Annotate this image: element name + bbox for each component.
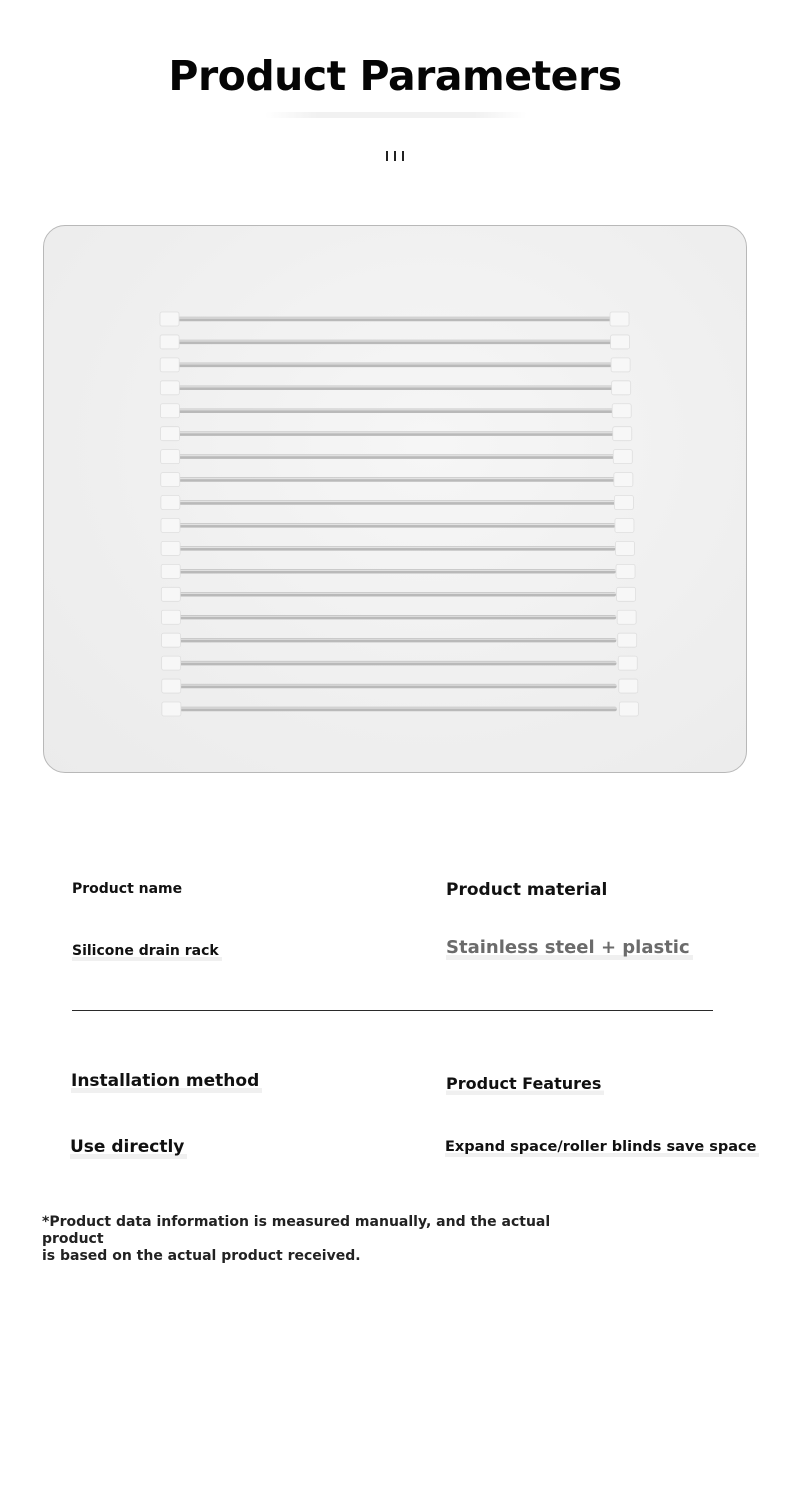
rack-bar — [161, 518, 634, 532]
rack-bar — [162, 633, 637, 647]
rack-bar — [161, 587, 635, 601]
product-name-value-text: Silicone drain rack — [72, 943, 222, 961]
disclaimer-line-1: *Product data information is measured manually, and the actual product — [42, 1214, 551, 1247]
rack-bar — [161, 564, 635, 578]
product-material-value-text: Stainless steel + plastic — [446, 937, 693, 960]
rack-bar — [161, 427, 632, 441]
rack-bar — [162, 656, 638, 670]
product-material-label: Product material — [446, 880, 608, 900]
drain-rack-illustration — [44, 226, 746, 772]
disclaimer-line-2: is based on the actual product received. — [42, 1248, 361, 1264]
three-bars-icon — [386, 151, 406, 161]
product-photo — [43, 225, 747, 773]
product-name-value — [72, 943, 222, 959]
rack-bar — [162, 679, 638, 693]
rack-bar — [161, 496, 634, 510]
installation-method-value — [70, 1137, 187, 1157]
product-features-value-text: Expand space/roller blinds save space — [445, 1139, 759, 1157]
rack-bar — [161, 610, 636, 624]
rack-bar — [160, 381, 630, 395]
rack-bar — [160, 404, 631, 418]
rack-bar — [161, 473, 633, 487]
rack-bar — [161, 541, 634, 555]
page-title: Product Parameters — [168, 52, 622, 100]
rack-bar — [160, 358, 630, 372]
product-features-label — [446, 1074, 604, 1093]
rack-bar — [161, 450, 633, 464]
rack-bar — [162, 702, 638, 716]
disclaimer-note — [42, 1214, 562, 1265]
product-features-value — [445, 1139, 759, 1155]
section-divider — [72, 1010, 713, 1011]
title-underline-decoration — [265, 112, 527, 118]
installation-method-value-text: Use directly — [70, 1137, 187, 1159]
product-name-label: Product name — [72, 881, 183, 897]
product-features-label-text: Product Features — [446, 1074, 604, 1095]
rack-bar — [160, 335, 629, 349]
product-material-value — [446, 937, 693, 958]
installation-method-label — [71, 1071, 262, 1091]
rack-bar — [160, 312, 629, 326]
installation-method-label-text: Installation method — [71, 1071, 262, 1093]
